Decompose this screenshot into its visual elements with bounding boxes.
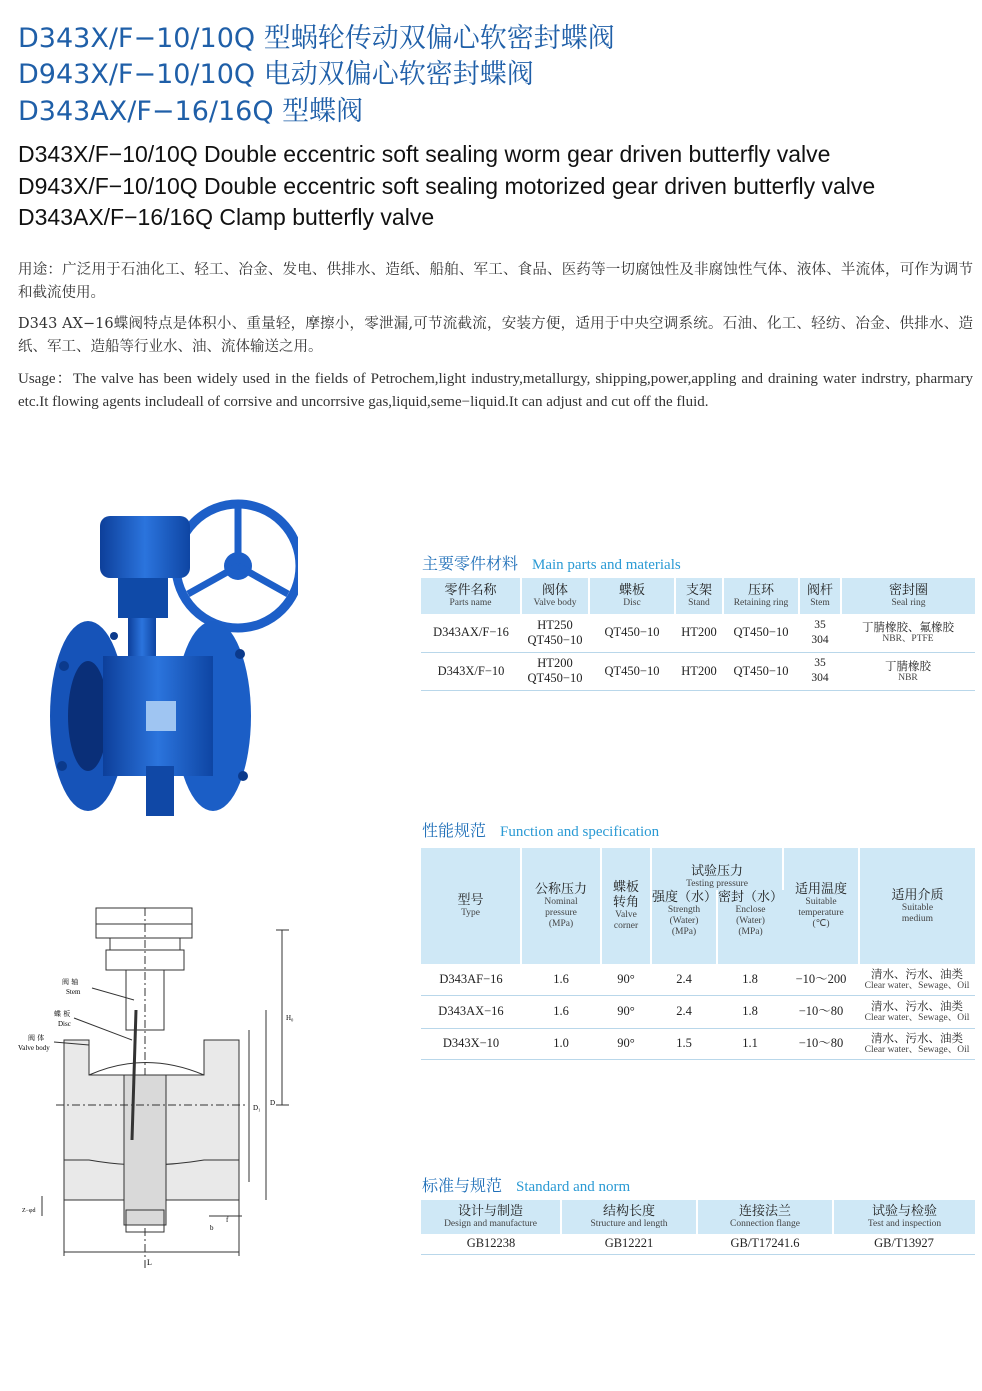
standard-heading-cn: 标准与规范 [422,1176,503,1195]
standard-cell-flange: GB/T17241.6 [697,1234,833,1254]
parts-cell-disc: QT450−10 [589,652,675,690]
parts-cell-seal: 丁腈橡胶 NBR [841,652,975,690]
table-row [421,964,975,995]
parts-cell-stem: 35 304 [799,652,841,690]
table-row [421,995,975,1028]
spec-col-angle: 蝶板 转角 Valve corner [601,848,651,964]
label-body-en: Valve body [18,1044,50,1052]
parts-cell-name: D343X/F−10 [421,652,521,690]
parts-cell-disc: QT450−10 [589,614,675,652]
dim-D: D [270,1099,276,1107]
spec-cell-strength: 1.5 [651,1028,717,1059]
dim-b: b [210,1224,214,1232]
spec-cell-temp: −10～200 [783,964,859,995]
usage-paragraph-cn: 用途：广泛用于石油化工、轻工、冶金、发电、供排水、造纸、船舶、军工、食品、医药等一切腐蚀性及非腐蚀性气体、液体、半流体，可作为调节和截流使用。 [18,262,973,301]
spec-cell-seal: 1.1 [717,1028,783,1059]
label-stem-cn: 阀 轴 [62,978,79,986]
parts-cell-seal: 丁腈橡胶、氟橡胶 NBR、PTFE [841,614,975,652]
standard-col-test: 试验与检验 Test and inspection [833,1200,975,1234]
spec-header-row-1 [421,848,975,890]
parts-cell-ring: QT450−10 [723,614,799,652]
parts-heading-en: Main parts and materials [532,557,681,573]
standard-header-row [421,1200,975,1234]
parts-header-row [421,578,975,614]
spec-cell-pressure: 1.6 [521,995,601,1028]
dim-f: f [226,1216,229,1224]
spec-col-testing: 试验压力 Testing pressure [651,848,783,890]
title-cn-2: D943X/F−10/10Q 电动双偏心软密封蝶阀 [18,59,534,90]
spec-col-medium: 适用介质 Suitable medium [859,848,975,964]
spec-col-strength: 强度（水） Strength (Water) (MPa) [651,890,717,964]
parts-col-disc: 蝶板 Disc [589,578,675,614]
parts-col-ring: 压环 Retaining ring [723,578,799,614]
title-cn-1: D343X/F−10/10Q 型蜗轮传动双偏心软密封蝶阀 [18,23,615,54]
parts-cell-stem: 35 304 [799,614,841,652]
standard-heading [422,1173,630,1196]
spec-cell-medium: 清水、污水、油类 Clear water、Sewage、Oil [859,995,975,1028]
parts-heading-cn: 主要零件材料 [422,554,519,573]
spec-cell-medium: 清水、污水、油类 Clear water、Sewage、Oil [859,964,975,995]
parts-cell-body: HT200 QT450−10 [521,652,589,690]
dim-L: L [147,1258,152,1267]
spec-cell-type: D343AX−16 [421,995,521,1028]
title-en-1: D343X/F−10/10Q Double eccentric soft sealing worm gear driven butterfly valve [18,141,831,167]
spec-heading [422,818,659,841]
spec-cell-strength: 2.4 [651,995,717,1028]
spec-cell-pressure: 1.0 [521,1028,601,1059]
dim-H0: H₀ [286,1014,294,1022]
label-disc-cn: 蝶 板 [54,1010,71,1018]
butterfly-valve-photo [48,486,298,826]
standard-col-design: 设计与制造 Design and manufacture [421,1200,561,1234]
table-row [421,1234,975,1254]
spec-cell-temp: −10～80 [783,1028,859,1059]
standard-cell-structure: GB12221 [561,1234,697,1254]
dim-D1: D₁ [253,1104,261,1112]
standard-cell-test: GB/T13927 [833,1234,975,1254]
parts-col-name: 零件名称 Parts name [421,578,521,614]
spec-col-seal: 密封（水） Enclose (Water) (MPa) [717,890,783,964]
parts-table [421,578,975,691]
table-row [421,1028,975,1059]
spec-cell-seal: 1.8 [717,995,783,1028]
spec-cell-angle: 90° [601,1028,651,1059]
spec-cell-type: D343X−10 [421,1028,521,1059]
spec-col-temp: 适用温度 Suitable temperature (℃) [783,848,859,964]
label-body-cn: 阀 体 [28,1034,45,1042]
spec-col-pressure: 公称压力 Nominal pressure (MPa) [521,848,601,964]
parts-cell-ring: QT450−10 [723,652,799,690]
standard-table [421,1200,975,1255]
parts-col-stand: 支架 Stand [675,578,723,614]
title-cn-3: D343AX/F−16/16Q 型蝶阀 [18,96,364,127]
parts-heading [422,551,681,574]
spec-cell-type: D343AF−16 [421,964,521,995]
parts-col-seal: 密封圈 Seal ring [841,578,975,614]
title-en-2: D943X/F−10/10Q Double eccentric soft sealing motorized gear driven butterfly valve [18,173,876,199]
spec-cell-strength: 2.4 [651,964,717,995]
parts-cell-body: HT250 QT450−10 [521,614,589,652]
standard-col-structure: 结构长度 Structure and length [561,1200,697,1234]
spec-cell-temp: −10～80 [783,995,859,1028]
spec-col-type: 型号 Type [421,848,521,964]
spec-cell-angle: 90° [601,995,651,1028]
usage-paragraph-en: Usage：The valve has been widely used in the fields of Petrochem,light industry,metallurgy, shipping,power,appling and draining water indrstry, pharmary etc.It flowing agents includeall of corrsive and uncorrsive gas,liquid,seme−liquid.It can adjust and cut off the fluid. [18,371,973,410]
parts-cell-name: D343AX/F−16 [421,614,521,652]
dim-z-d: Z−φd [22,1208,36,1214]
spec-heading-cn: 性能规范 [422,821,487,840]
spec-cell-seal: 1.8 [717,964,783,995]
label-stem-en: Stem [66,988,81,996]
standard-heading-en: Standard and norm [516,1179,631,1195]
standard-col-flange: 连接法兰 Connection flange [697,1200,833,1234]
feature-paragraph-cn: D343 AX−16蝶阀特点是体积小、重量轻，摩擦小，零泄漏,可节流截流，安装方便，适用于中央空调系统。石油、化工、轻纺、冶金、供排水、造纸、军工、造船等行业水、油、流体输送之用。 [18,316,973,355]
parts-cell-stand: HT200 [675,652,723,690]
title-en-3: D343AX/F−16/16Q Clamp butterfly valve [18,204,435,230]
standard-cell-design: GB12238 [421,1234,561,1254]
valve-section-drawing [14,900,314,1275]
table-row [421,614,975,652]
spec-cell-medium: 清水、污水、油类 Clear water、Sewage、Oil [859,1028,975,1059]
parts-cell-stand: HT200 [675,614,723,652]
label-disc-en: Disc [58,1020,71,1028]
parts-col-stem: 阀杆 Stem [799,578,841,614]
spec-cell-pressure: 1.6 [521,964,601,995]
table-row [421,652,975,690]
spec-cell-angle: 90° [601,964,651,995]
parts-col-body: 阀体 Valve body [521,578,589,614]
spec-heading-en: Function and specification [500,824,660,840]
spec-table [421,848,975,1060]
